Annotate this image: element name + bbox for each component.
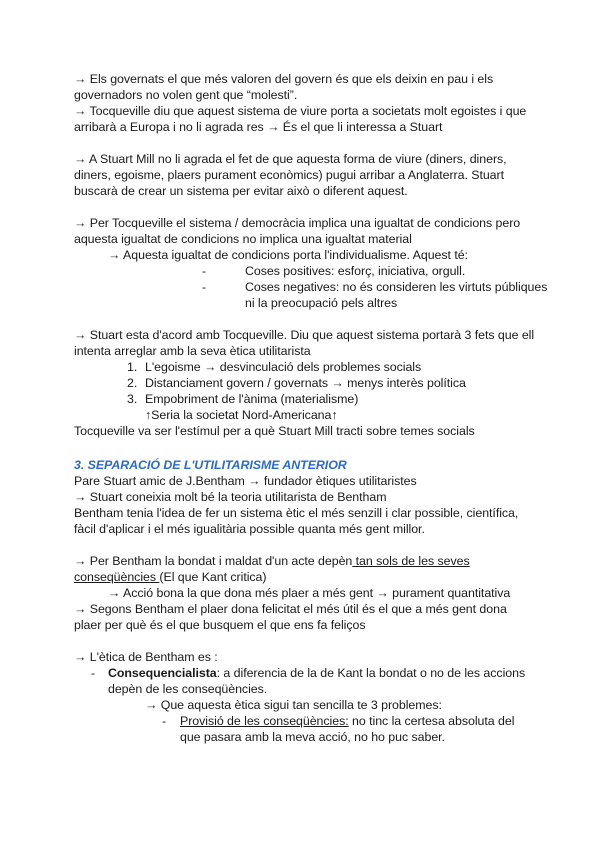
text-line (74, 569, 266, 585)
list-item: Coses negatives: no és consideren les virtuts públiques (245, 280, 548, 294)
text-line: → L'ètica de Bentham es : (74, 650, 218, 664)
text-line: → Acció bona la que dona més plaer a més gent → purament quantitativa (108, 586, 511, 600)
list-marker: - (202, 280, 207, 294)
text-line: intenta arreglar amb la seva ètica utilitarista (74, 344, 311, 358)
list-marker: - (162, 714, 167, 728)
text-line: → Per Tocqueville el sistema / democràcia implica una igualtat de condicions pero (74, 216, 521, 230)
list-marker: 3. (127, 392, 138, 406)
list-marker: - (202, 264, 207, 278)
section-heading: 3. SEPARACIÓ DE L'UTILITARISME ANTERIOR (74, 458, 347, 472)
text-line: arribarà a Europa i no li agrada res → És el que li interessa a Stuart (74, 120, 443, 134)
text-line: que pasara amb la meva acció, no ho puc saber. (180, 730, 445, 744)
text-segment: : a diferencia de la de Kant la bondat o no de les accions (216, 666, 526, 680)
text-line: Pare Stuart amic de J.Bentham → fundador ètiques utilitaristes (74, 474, 417, 488)
text-line: depèn de les conseqüències. (108, 682, 268, 696)
list-marker: 2. (127, 376, 138, 390)
text-line: diners, egoisme, plaers purament econòmics) pugui arribar a Anglaterra. Stuart (74, 168, 504, 182)
text-line: → A Stuart Mill no li agrada el fet de que aquesta forma de viure (diners, diners, (74, 152, 507, 166)
text-line: → Stuart coneixia molt bé la teoria utilitarista de Bentham (74, 490, 387, 504)
text-segment: → Per Bentham la bondat i maldat d'un acte depèn (74, 554, 353, 568)
text-line: → Segons Bentham el plaer dona felicitat el més útil és el que a més gent dona (74, 602, 507, 616)
text-line: → Que aquesta ètica sigui tan sencilla te 3 problemes: (145, 698, 442, 712)
underlined-text: tan sols de les seves (352, 554, 470, 568)
text-line: → Tocqueville diu que aquest sistema de viure porta a societats molt egoistes i que (74, 104, 527, 118)
list-item: Coses positives: esforç, iniciativa, orgull. (245, 264, 466, 278)
underlined-text: Provisió de les conseqüències: (180, 714, 349, 728)
text-line: fàcil d'aplicar i el més igualitària possible quanta més gent millor. (74, 522, 425, 536)
text-line: Tocqueville va ser l'estímul per a què Stuart Mill tracti sobre temes socials (74, 424, 475, 438)
list-item: Distanciament govern / governats → menys interès política (145, 376, 466, 390)
text-segment: (El que Kant critica) (159, 570, 267, 584)
bold-term: Consequencialista (108, 666, 217, 680)
list-item: ni la preocupació pels altres (245, 296, 398, 310)
list-item (180, 713, 514, 729)
list-item (108, 665, 525, 681)
list-item: L'egoisme → desvinculació dels problemes socials (145, 360, 422, 374)
text-line: ↑Seria la societat Nord-Americana↑ (145, 408, 338, 422)
list-marker: 1. (127, 360, 138, 374)
text-line: governadors no volen gent que “molesti”. (74, 88, 298, 102)
underlined-text: conseqüències (74, 570, 160, 584)
text-line: aquesta igualtat de condicions no implica una igualtat material (74, 232, 412, 246)
text-line (74, 553, 470, 569)
text-line: buscarà de crear un sistema per evitar això o diferent aquest. (74, 184, 408, 198)
text-line: → Stuart esta d'acord amb Tocqueville. Diu que aquest sistema portarà 3 fets que ell (74, 328, 535, 342)
text-line: → Els governats el que més valoren del govern és que els deixin en pau i els (74, 72, 494, 86)
text-line: Bentham tenia l'idea de fer un sistema ètic el més senzill i clar possible, científica, (74, 506, 519, 520)
text-line: → Aquesta igualtat de condicions porta l'individualisme. Aquest té: (108, 248, 468, 262)
list-marker: - (91, 666, 96, 680)
list-item: Empobriment de l'ànima (materialisme) (145, 392, 359, 406)
text-segment: no tinc la certesa absoluta del (348, 714, 515, 728)
text-line: plaer per què és el que busquem el que ens fa feliços (74, 618, 366, 632)
